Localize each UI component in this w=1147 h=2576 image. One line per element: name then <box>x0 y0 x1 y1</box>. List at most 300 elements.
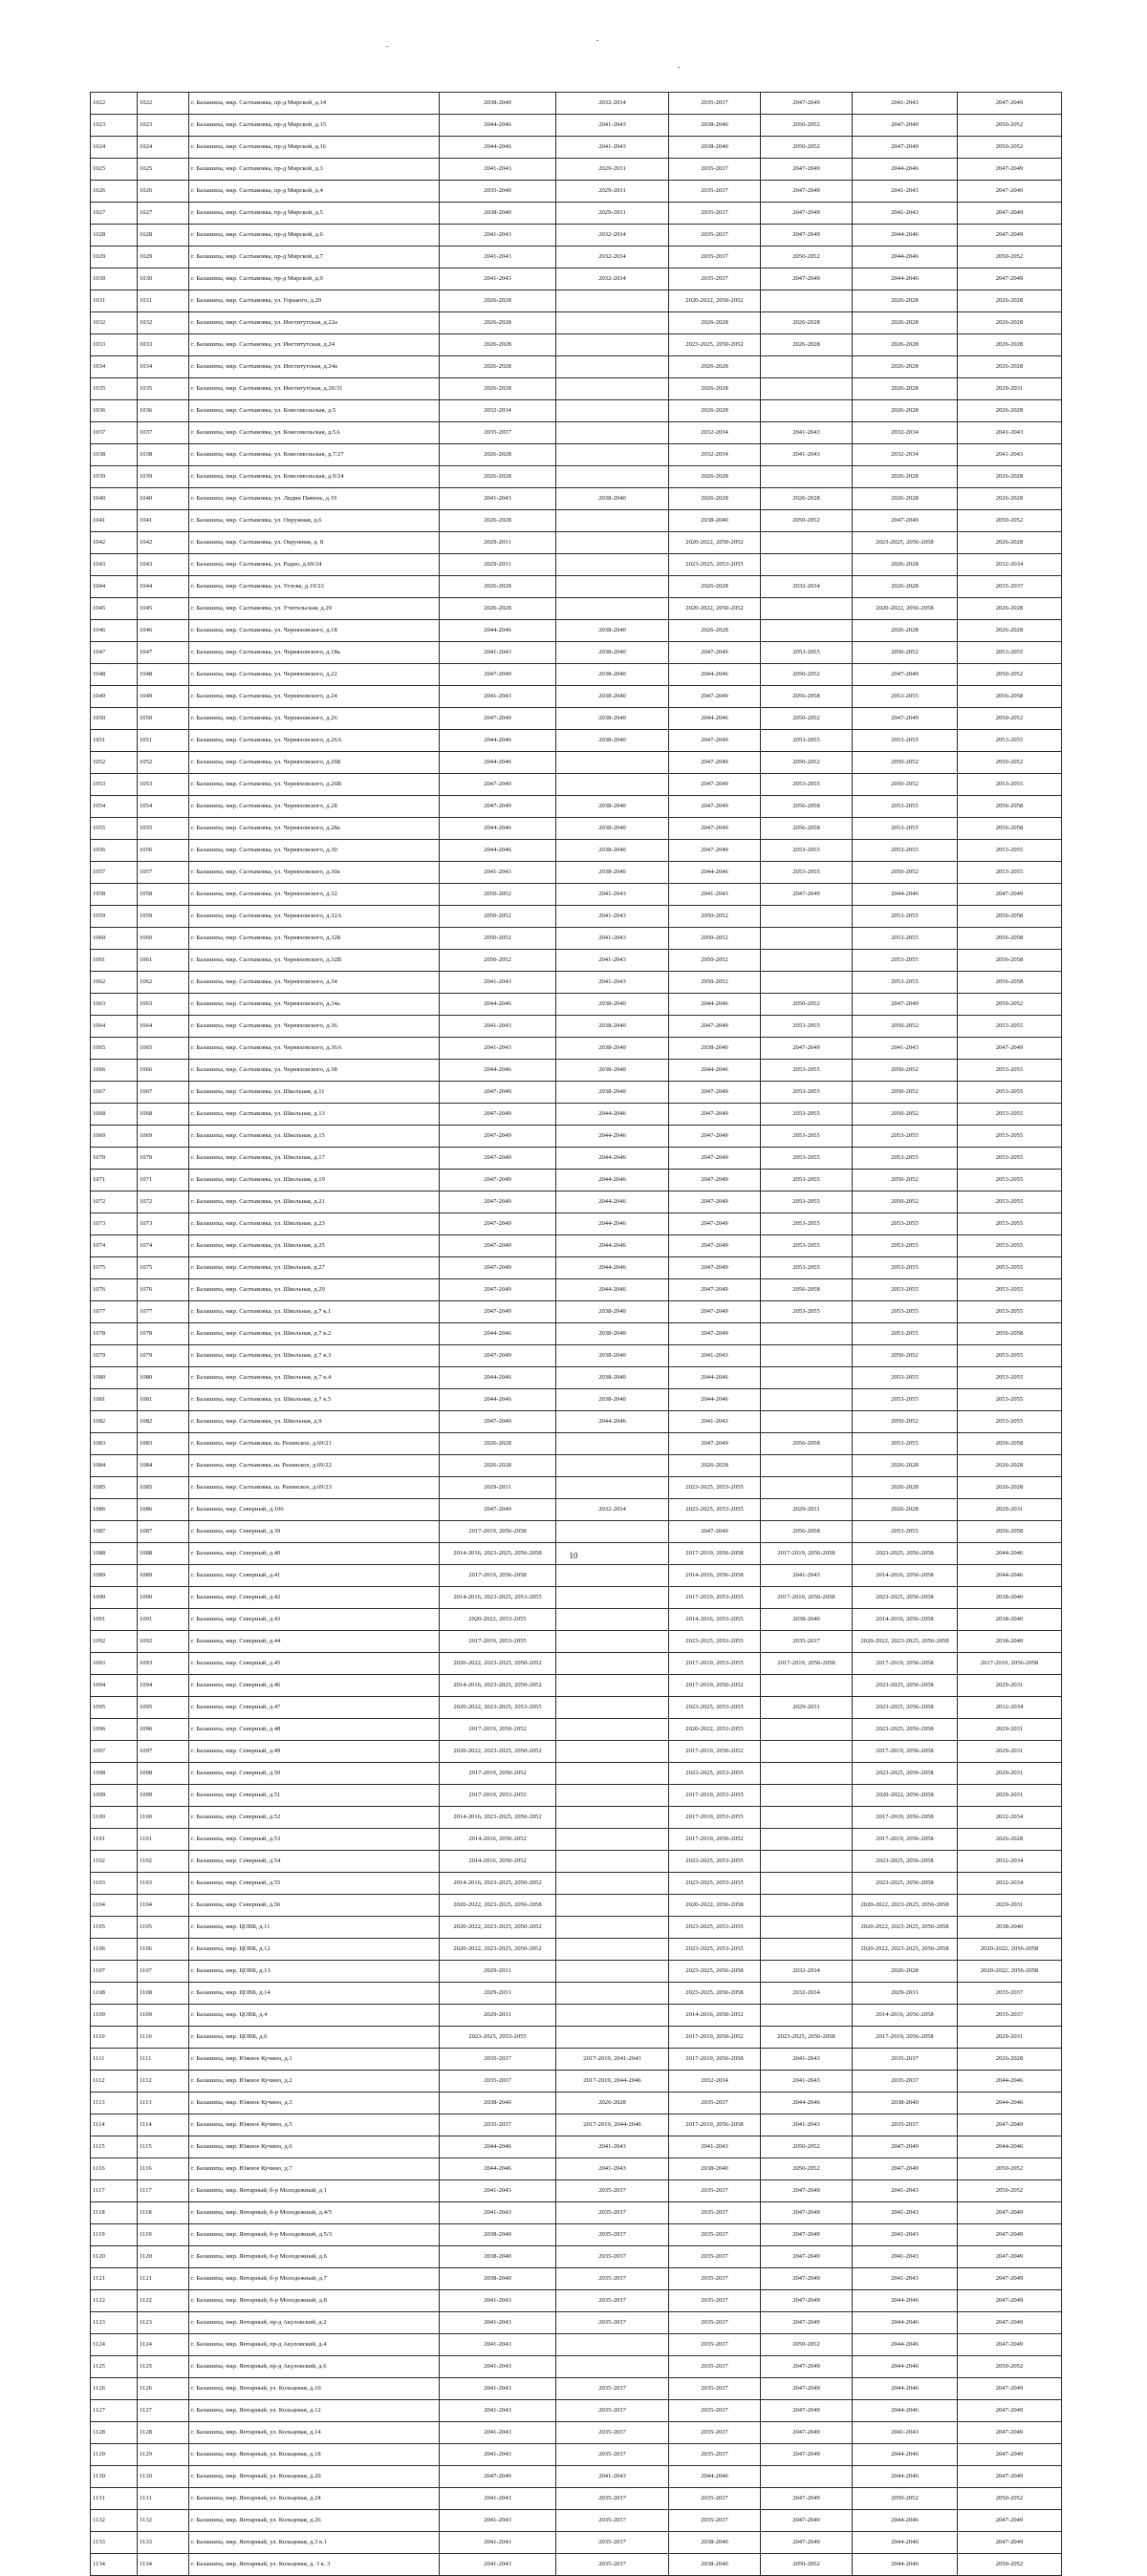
period-cell-2: 2035-2037 <box>556 2510 669 2532</box>
period-cell-3: 2017-2019, 2053-2055 <box>669 1807 761 1829</box>
period-cell-6: 2053-2055 <box>958 1060 1062 1082</box>
period-cell-1: 2020-2022, 2023-2025, 2056-2058 <box>440 1895 556 1917</box>
address-cell: г. Балашиха, мкр. Южное Кучино, д.1 <box>189 2049 440 2071</box>
period-cell-1: 2029-2031 <box>440 1961 556 1983</box>
period-cell-1: 2041-2043 <box>440 686 556 708</box>
period-cell-4: 2041-2043 <box>761 444 853 466</box>
period-cell-4: 2026-2028 <box>761 488 853 510</box>
row-number: 1117 <box>91 2180 138 2202</box>
period-cell-1: 2041-2043 <box>440 2488 556 2510</box>
address-cell: г. Балашиха, мкр. Салтыковка, ул. Лидии Пивень, д.19 <box>189 488 440 510</box>
object-number: 1120 <box>138 2246 189 2268</box>
period-cell-2 <box>556 598 669 620</box>
row-number: 1088 <box>91 1543 138 1565</box>
table-row <box>91 2093 1062 2114</box>
address-cell: г. Балашиха, мкр. Северный, д.48 <box>189 1719 440 1741</box>
period-cell-5: 2053-2055 <box>853 928 958 950</box>
row-number: 1074 <box>91 1235 138 1257</box>
address-cell: г. Балашиха, мкр. Салтыковка, ул. Школьная, д.7 к.4 <box>189 1367 440 1389</box>
period-cell-3: 2023-2025, 2053-2055 <box>669 1873 761 1895</box>
object-number: 1048 <box>138 664 189 686</box>
address-cell: г. Балашиха, мкр. Салтыковка, ул. Черняховского, д.32Б <box>189 928 440 950</box>
object-number: 1032 <box>138 312 189 334</box>
period-cell-6: 2050-2052 <box>958 664 1062 686</box>
period-cell-2: 2035-2037 <box>556 2224 669 2246</box>
address-cell: г. Балашиха, мкр. Салтыковка, ул. Углова, д.19/23 <box>189 576 440 598</box>
table-row <box>91 422 1062 444</box>
period-cell-5: 2050-2052 <box>853 1411 958 1433</box>
period-cell-3: 2017-2019, 2050-2052 <box>669 1741 761 1763</box>
period-cell-5: 2047-2049 <box>853 664 958 686</box>
period-cell-1: 2041-2043 <box>440 2290 556 2312</box>
period-cell-2 <box>556 510 669 532</box>
period-cell-1: 2038-2040 <box>440 203 556 225</box>
row-number: 1082 <box>91 1411 138 1433</box>
address-cell: г. Балашиха, мкр. ЦОВБ, д.6 <box>189 2027 440 2049</box>
row-number: 1055 <box>91 818 138 840</box>
period-cell-2: 2038-2040 <box>556 730 669 752</box>
period-cell-4: 2026-2028 <box>761 334 853 356</box>
period-cell-3: 2047-2049 <box>669 1016 761 1038</box>
period-cell-6: 2053-2055 <box>958 730 1062 752</box>
address-cell: г. Балашиха, мкр. Янтарный, ул. Кольцевая, д.20 <box>189 2466 440 2488</box>
period-cell-4: 2050-2052 <box>761 664 853 686</box>
period-cell-2 <box>556 532 669 554</box>
address-cell: г. Балашиха, мкр. Северный, д.54 <box>189 1851 440 1873</box>
period-cell-2 <box>556 1741 669 1763</box>
table-row <box>91 334 1062 356</box>
table-row <box>91 1016 1062 1038</box>
row-number: 1100 <box>91 1807 138 1829</box>
period-cell-4 <box>761 1917 853 1939</box>
period-cell-6: 2020-2022, 2056-2058 <box>958 1961 1062 1983</box>
period-cell-1: 2041-2043 <box>440 268 556 290</box>
address-cell: г. Балашиха, мкр. Салтыковка, ул. Горького, д.29 <box>189 290 440 312</box>
period-cell-5: 2053-2055 <box>853 1279 958 1301</box>
period-cell-1: 2041-2043 <box>440 488 556 510</box>
period-cell-6: 2053-2055 <box>958 1301 1062 1323</box>
period-cell-4: 2038-2040 <box>761 1609 853 1631</box>
period-cell-5: 2020-2022, 2056-2058 <box>853 1785 958 1807</box>
period-cell-6: 2029-2031 <box>958 2027 1062 2049</box>
period-cell-5: 2047-2049 <box>853 994 958 1016</box>
period-cell-1: 2035-2037 <box>440 2049 556 2071</box>
object-number: 1109 <box>138 2005 189 2027</box>
period-cell-6: 2047-2049 <box>958 225 1062 247</box>
row-number: 1042 <box>91 532 138 554</box>
period-cell-3: 2035-2037 <box>669 2488 761 2510</box>
period-cell-1: 2026-2028 <box>440 290 556 312</box>
period-cell-2: 2041-2043 <box>556 884 669 906</box>
object-number: 1061 <box>138 950 189 972</box>
object-number: 1112 <box>138 2071 189 2093</box>
period-cell-6: 2032-2034 <box>958 554 1062 576</box>
object-number: 1105 <box>138 1917 189 1939</box>
address-cell: г. Балашиха, мкр. Янтарный, ул. Кольцевая, д.26 <box>189 2510 440 2532</box>
period-cell-4: 2047-2049 <box>761 2268 853 2290</box>
period-cell-2 <box>556 466 669 488</box>
period-cell-1: 2038-2040 <box>440 2224 556 2246</box>
object-number: 1101 <box>138 1829 189 1851</box>
period-cell-1: 2047-2049 <box>440 1104 556 1126</box>
row-number: 1031 <box>91 290 138 312</box>
period-cell-5: 2023-2025, 2056-2058 <box>853 1675 958 1697</box>
address-cell: г. Балашиха, мкр. Северный, д.46 <box>189 1675 440 1697</box>
period-cell-6: 2029-2031 <box>958 1499 1062 1521</box>
object-number: 1067 <box>138 1082 189 1104</box>
period-cell-3: 2035-2037 <box>669 181 761 203</box>
period-cell-4: 2047-2049 <box>761 2532 853 2554</box>
period-cell-2: 2035-2037 <box>556 2378 669 2400</box>
period-cell-5: 2017-2019, 2056-2058 <box>853 1807 958 1829</box>
period-cell-3: 2044-2046 <box>669 994 761 1016</box>
period-cell-6: 2047-2049 <box>958 2532 1062 2554</box>
object-number: 1024 <box>138 137 189 159</box>
object-number: 1073 <box>138 1213 189 1235</box>
period-cell-3: 2047-2049 <box>669 818 761 840</box>
period-cell-5: 2044-2046 <box>853 2290 958 2312</box>
period-cell-4 <box>761 466 853 488</box>
address-cell: г. Балашиха, мкр. Янтарный, пр-д Акуловский, д.4 <box>189 2334 440 2356</box>
object-number: 1077 <box>138 1301 189 1323</box>
period-cell-4: 2050-2052 <box>761 708 853 730</box>
row-number: 1102 <box>91 1851 138 1873</box>
period-cell-2: 2038-2040 <box>556 1367 669 1389</box>
address-cell: г. Балашиха, мкр. Салтыковка, ул. Черняховского, д.38 <box>189 1060 440 1082</box>
period-cell-4: 2056-2058 <box>761 686 853 708</box>
period-cell-4: 2029-2031 <box>761 1499 853 1521</box>
period-cell-5: 2026-2028 <box>853 1499 958 1521</box>
period-cell-2: 2044-2046 <box>556 1191 669 1213</box>
period-cell-1: 2020-2022, 2023-2025, 2050-2052 <box>440 1741 556 1763</box>
period-cell-1: 2020-2022, 2023-2025, 2050-2052 <box>440 1939 556 1961</box>
period-cell-3: 2017-2019, 2056-2058 <box>669 2049 761 2071</box>
address-cell: г. Балашиха, мкр. Салтыковка, ул. Черняховского, д.26Б <box>189 752 440 774</box>
period-cell-4 <box>761 1719 853 1741</box>
table-row <box>91 1807 1062 1829</box>
table-row <box>91 752 1062 774</box>
row-number: 1121 <box>91 2268 138 2290</box>
row-number: 1128 <box>91 2422 138 2444</box>
address-cell: г. Балашиха, мкр. Салтыковка, ул. Школьная, д.7 к.3 <box>189 1345 440 1367</box>
object-number: 1099 <box>138 1785 189 1807</box>
table-row <box>91 2488 1062 2510</box>
period-cell-5: 2044-2046 <box>853 884 958 906</box>
period-cell-4: 2050-2052 <box>761 752 853 774</box>
period-cell-2: 2035-2037 <box>556 2268 669 2290</box>
table-row <box>91 2005 1062 2027</box>
row-number: 1049 <box>91 686 138 708</box>
period-cell-1: 2014-2016, 2023-2025, 2056-2058 <box>440 1543 556 1565</box>
period-cell-6: 2047-2049 <box>958 2290 1062 2312</box>
period-cell-5: 2047-2049 <box>853 2158 958 2180</box>
period-cell-5: 2035-2037 <box>853 2071 958 2093</box>
table-row <box>91 1587 1062 1609</box>
period-cell-6: 2026-2028 <box>958 334 1062 356</box>
period-cell-3: 2035-2037 <box>669 2246 761 2268</box>
object-number: 1023 <box>138 115 189 137</box>
period-cell-3: 2023-2025, 2050-2052 <box>669 334 761 356</box>
table-row <box>91 1741 1062 1763</box>
period-cell-5: 2050-2052 <box>853 2488 958 2510</box>
address-cell: г. Балашиха, мкр. Янтарный, б-р Молодежный, д.6 <box>189 2246 440 2268</box>
period-cell-1: 2047-2049 <box>440 664 556 686</box>
object-number: 1118 <box>138 2202 189 2224</box>
period-cell-5: 2014-2016, 2056-2058 <box>853 2005 958 2027</box>
period-cell-1: 2047-2049 <box>440 1148 556 1170</box>
object-number: 1064 <box>138 1016 189 1038</box>
table-row <box>91 1433 1062 1455</box>
period-cell-5: 2044-2046 <box>853 247 958 268</box>
period-cell-3: 2032-2034 <box>669 422 761 444</box>
period-cell-1: 2029-2031 <box>440 2005 556 2027</box>
period-cell-6: 2026-2028 <box>958 598 1062 620</box>
address-cell: г. Балашиха, мкр. Южное Кучино, д.3 <box>189 2093 440 2114</box>
period-cell-2: 2032-2034 <box>556 225 669 247</box>
address-cell: г. Балашиха, мкр. Салтыковка, ул. Институтская, д.22а <box>189 312 440 334</box>
period-cell-6: 2038-2040 <box>958 1587 1062 1609</box>
row-number: 1058 <box>91 884 138 906</box>
period-cell-5: 2047-2049 <box>853 137 958 159</box>
address-cell: г. Балашиха, мкр. Салтыковка, ул. Школьная, д.9 <box>189 1411 440 1433</box>
object-number: 1072 <box>138 1191 189 1213</box>
row-number: 1024 <box>91 137 138 159</box>
period-cell-6: 2050-2052 <box>958 2356 1062 2378</box>
address-cell: г. Балашиха, мкр. Янтарный, б-р Молодежный, д.8 <box>189 2290 440 2312</box>
period-cell-5: 2053-2055 <box>853 950 958 972</box>
table-row <box>91 1499 1062 1521</box>
period-cell-2: 2041-2043 <box>556 928 669 950</box>
period-cell-4: 2041-2043 <box>761 1565 853 1587</box>
period-cell-2 <box>556 1829 669 1851</box>
period-cell-1: 2050-2052 <box>440 906 556 928</box>
row-number: 1032 <box>91 312 138 334</box>
address-cell: г. Балашиха, мкр. Салтыковка, пр-д Мирской, д.3 <box>189 159 440 181</box>
address-cell: г. Балашиха, мкр. Салтыковка, ул. Черняховского, д.34а <box>189 994 440 1016</box>
row-number: 1123 <box>91 2312 138 2334</box>
address-cell: г. Балашиха, мкр. Салтыковка, ул. Школьная, д.19 <box>189 1170 440 1191</box>
table-row <box>91 796 1062 818</box>
period-cell-6: 2047-2049 <box>958 2378 1062 2400</box>
table-row <box>91 2268 1062 2290</box>
object-number: 1128 <box>138 2422 189 2444</box>
period-cell-6: 2053-2055 <box>958 1411 1062 1433</box>
address-cell: г. Балашиха, мкр. Салтыковка, ул. Комсомольская, д.7/27 <box>189 444 440 466</box>
table-row <box>91 1148 1062 1170</box>
period-cell-2: 2026-2028 <box>556 2093 669 2114</box>
period-cell-5: 2047-2049 <box>853 2136 958 2158</box>
period-cell-6: 2047-2049 <box>958 2422 1062 2444</box>
object-number: 1122 <box>138 2290 189 2312</box>
period-cell-4 <box>761 1455 853 1477</box>
table-row <box>91 115 1062 137</box>
address-cell: г. Балашиха, мкр. Салтыковка, ул. Черняховского, д.36 <box>189 1016 440 1038</box>
address-cell: г. Балашиха, мкр. Южное Кучино, д.6 <box>189 2136 440 2158</box>
period-cell-5: 2050-2052 <box>853 774 958 796</box>
address-cell: г. Балашиха, мкр. Северный, д.40 <box>189 1543 440 1565</box>
object-number: 1116 <box>138 2158 189 2180</box>
period-cell-1: 2047-2049 <box>440 1257 556 1279</box>
table-row <box>91 1323 1062 1345</box>
table-row <box>91 1609 1062 1631</box>
address-cell: г. Балашиха, мкр. ЦОВБ, д.14 <box>189 1983 440 2005</box>
period-cell-2 <box>556 554 669 576</box>
address-cell: г. Балашиха, мкр. Салтыковка, ул. Школьная, д.23 <box>189 1213 440 1235</box>
period-cell-1: 2041-2043 <box>440 159 556 181</box>
period-cell-4: 2053-2055 <box>761 1082 853 1104</box>
period-cell-2 <box>556 1983 669 2005</box>
table-row <box>91 2444 1062 2466</box>
object-number: 1068 <box>138 1104 189 1126</box>
row-number: 1118 <box>91 2202 138 2224</box>
period-cell-1: 2035-2037 <box>440 422 556 444</box>
period-cell-3: 2044-2046 <box>669 862 761 884</box>
period-cell-1: 2026-2028 <box>440 1433 556 1455</box>
address-cell: г. Балашиха, мкр. ЦОВБ, д.13 <box>189 1961 440 1983</box>
period-cell-1: 2041-2043 <box>440 1016 556 1038</box>
period-cell-5: 2023-2025, 2056-2058 <box>853 1873 958 1895</box>
period-cell-5: 2050-2052 <box>853 1060 958 1082</box>
period-cell-4 <box>761 1939 853 1961</box>
row-number: 1097 <box>91 1741 138 1763</box>
period-cell-4: 2047-2049 <box>761 2312 853 2334</box>
period-cell-2: 2032-2034 <box>556 247 669 268</box>
table-row <box>91 1389 1062 1411</box>
period-cell-6: 2029-2031 <box>958 378 1062 400</box>
object-number: 1039 <box>138 466 189 488</box>
address-cell: г. Балашиха, мкр. ЦОВБ, д.12 <box>189 1939 440 1961</box>
period-cell-2 <box>556 752 669 774</box>
period-cell-3: 2026-2028 <box>669 466 761 488</box>
period-cell-1: 2020-2022, 2023-2025, 2053-2055 <box>440 1697 556 1719</box>
period-cell-2 <box>556 1917 669 1939</box>
period-cell-4: 2047-2049 <box>761 2422 853 2444</box>
object-number: 1047 <box>138 642 189 664</box>
period-cell-2: 2041-2043 <box>556 906 669 928</box>
object-number: 1082 <box>138 1411 189 1433</box>
period-cell-1: 2047-2049 <box>440 1499 556 1521</box>
period-cell-6: 2047-2049 <box>958 2444 1062 2466</box>
period-cell-4: 2050-2052 <box>761 2158 853 2180</box>
object-number: 1038 <box>138 444 189 466</box>
table-row <box>91 620 1062 642</box>
period-cell-3: 2017-2019, 2050-2052 <box>669 1675 761 1697</box>
period-cell-3: 2023-2025, 2053-2055 <box>669 1499 761 1521</box>
period-cell-5: 2020-2022, 2056-2058 <box>853 598 958 620</box>
period-cell-5: 2026-2028 <box>853 466 958 488</box>
address-cell: г. Балашиха, мкр. Салтыковка, ш. Разинское, д.69/21 <box>189 1433 440 1455</box>
period-cell-1: 2017-2019, 2053-2055 <box>440 1785 556 1807</box>
table-row <box>91 686 1062 708</box>
table-row <box>91 1697 1062 1719</box>
object-number: 1086 <box>138 1499 189 1521</box>
address-cell: г. Балашиха, мкр. Янтарный, б-р Молодежный, д.5/3 <box>189 2224 440 2246</box>
period-cell-2: 2035-2037 <box>556 2202 669 2224</box>
period-cell-1: 2047-2049 <box>440 1411 556 1433</box>
period-cell-4: 2047-2049 <box>761 2202 853 2224</box>
period-cell-1: 2047-2049 <box>440 774 556 796</box>
period-cell-5: 2050-2052 <box>853 1082 958 1104</box>
period-cell-4: 2047-2049 <box>761 1038 853 1060</box>
period-cell-6: 2044-2046 <box>958 1565 1062 1587</box>
period-cell-2: 2041-2043 <box>556 115 669 137</box>
period-cell-1: 2026-2028 <box>440 334 556 356</box>
address-cell: г. Балашиха, мкр. Салтыковка, ул. Черняховского, д.18а <box>189 642 440 664</box>
address-cell: г. Балашиха, мкр. Салтыковка, ул. Черняховского, д.34 <box>189 972 440 994</box>
object-number: 1107 <box>138 1961 189 1983</box>
period-cell-4: 2053-2055 <box>761 1301 853 1323</box>
period-cell-5: 2053-2055 <box>853 1213 958 1235</box>
row-number: 1106 <box>91 1939 138 1961</box>
period-cell-2: 2038-2040 <box>556 620 669 642</box>
period-cell-3: 2050-2052 <box>669 972 761 994</box>
period-cell-1: 2041-2043 <box>440 2422 556 2444</box>
period-cell-5: 2023-2025, 2056-2058 <box>853 1763 958 1785</box>
table-row <box>91 93 1062 115</box>
period-cell-3: 2038-2040 <box>669 137 761 159</box>
period-cell-1: 2020-2022, 2023-2025, 2050-2052 <box>440 1917 556 1939</box>
period-cell-6: 2047-2049 <box>958 2202 1062 2224</box>
object-number: 1113 <box>138 2093 189 2114</box>
period-cell-5: 2053-2055 <box>853 1367 958 1389</box>
row-number: 1073 <box>91 1213 138 1235</box>
period-cell-5: 2014-2016, 2056-2058 <box>853 1609 958 1631</box>
period-cell-4: 2041-2043 <box>761 2071 853 2093</box>
table-row <box>91 928 1062 950</box>
period-cell-4 <box>761 928 853 950</box>
address-cell: г. Балашиха, мкр. Северный, д.45 <box>189 1653 440 1675</box>
period-cell-4 <box>761 532 853 554</box>
address-cell: г. Балашиха, мкр. ЦОВБ, д.11 <box>189 1917 440 1939</box>
period-cell-5: 2044-2046 <box>853 268 958 290</box>
object-number: 1054 <box>138 796 189 818</box>
period-cell-6: 2029-2031 <box>958 1741 1062 1763</box>
period-cell-1: 2050-2052 <box>440 928 556 950</box>
period-cell-2: 2032-2034 <box>556 93 669 115</box>
row-number: 1028 <box>91 225 138 247</box>
period-cell-1: 2014-2016, 2023-2025, 2050-2052 <box>440 1675 556 1697</box>
address-cell: г. Балашиха, мкр. Южное Кучино, д.5 <box>189 2114 440 2136</box>
address-cell: г. Балашиха, мкр. Салтыковка, ул. Радио, д.69/24 <box>189 554 440 576</box>
period-cell-4: 2050-2052 <box>761 115 853 137</box>
object-number: 1074 <box>138 1235 189 1257</box>
period-cell-1: 2026-2028 <box>440 312 556 334</box>
period-cell-1: 2041-2043 <box>440 972 556 994</box>
period-cell-2: 2044-2046 <box>556 1257 669 1279</box>
object-number: 1119 <box>138 2224 189 2246</box>
period-cell-5: 2044-2046 <box>853 2378 958 2400</box>
period-cell-1: 2026-2028 <box>440 378 556 400</box>
period-cell-3: 2047-2049 <box>669 1301 761 1323</box>
period-cell-1: 2047-2049 <box>440 708 556 730</box>
table-row <box>91 2246 1062 2268</box>
table-row <box>91 708 1062 730</box>
table-row <box>91 2049 1062 2071</box>
period-cell-6: 2050-2052 <box>958 115 1062 137</box>
period-cell-3: 2035-2037 <box>669 2093 761 2114</box>
period-cell-6: 2053-2055 <box>958 774 1062 796</box>
row-number: 1068 <box>91 1104 138 1126</box>
row-number: 1099 <box>91 1785 138 1807</box>
row-number: 1085 <box>91 1477 138 1499</box>
table-row <box>91 1917 1062 1939</box>
object-number: 1097 <box>138 1741 189 1763</box>
period-cell-6: 2047-2049 <box>958 159 1062 181</box>
period-cell-3: 2023-2025, 2053-2055 <box>669 554 761 576</box>
period-cell-6: 2026-2028 <box>958 620 1062 642</box>
period-cell-1: 2038-2040 <box>440 2246 556 2268</box>
table-row <box>91 466 1062 488</box>
